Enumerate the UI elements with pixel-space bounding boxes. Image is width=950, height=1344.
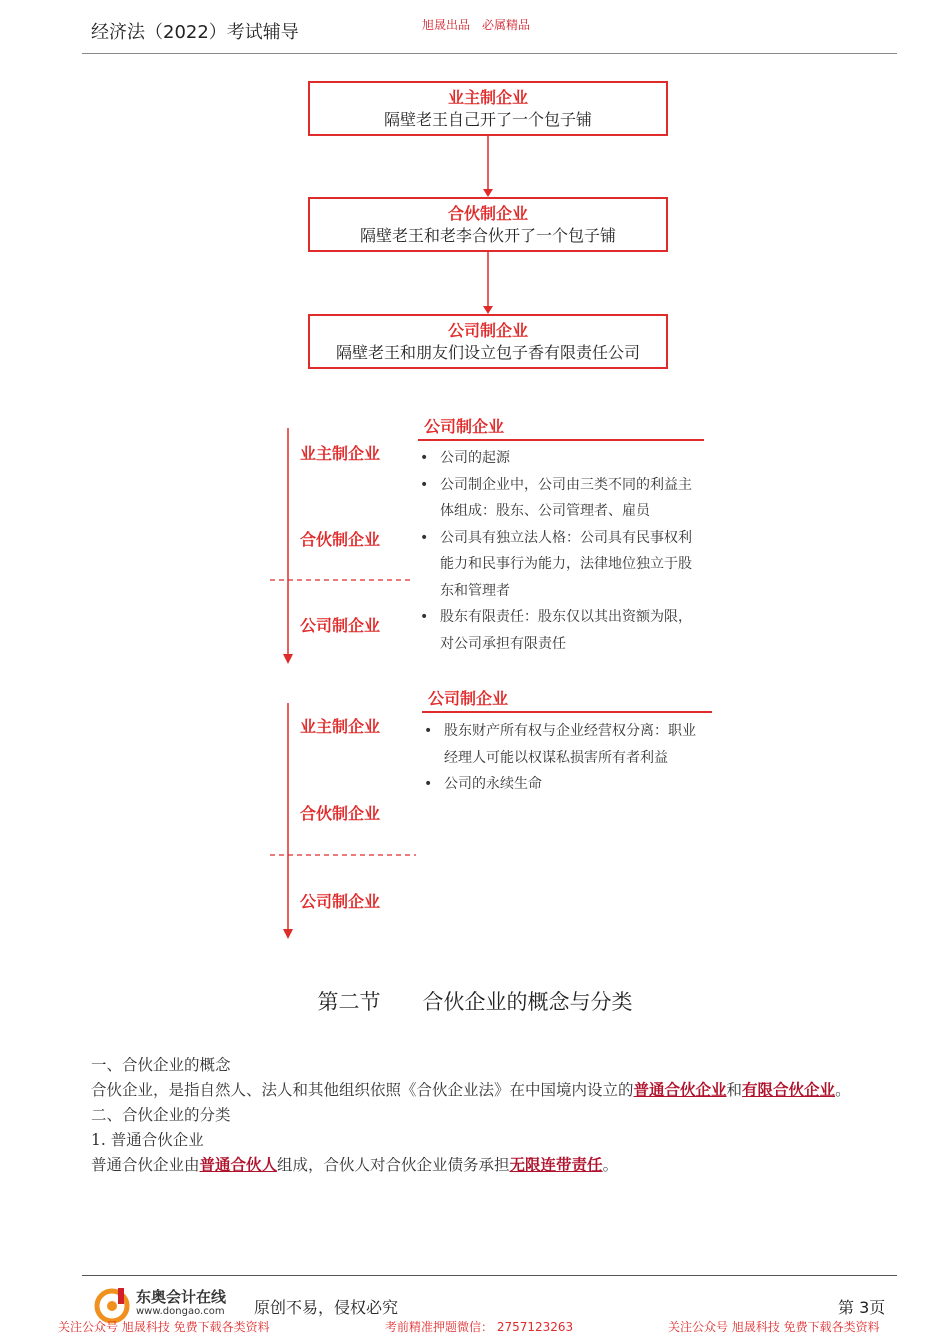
- highlight-term: 普通合伙企业: [633, 1080, 727, 1099]
- watermark-right: 关注公众号 旭晟科技 免费下载各类资料: [668, 1320, 880, 1334]
- bullet-item: • 公司的起源: [440, 445, 720, 472]
- timeline-label: 合伙制企业: [300, 804, 381, 823]
- section-title: 第二节 合伙企业的概念与分类: [317, 990, 633, 1014]
- footer-divider: [82, 1275, 897, 1276]
- timeline-label: 公司制企业: [300, 616, 381, 635]
- bullet-line: 股东有限责任：股东仅以其出资额为限，: [440, 609, 692, 625]
- bullet-line: 公司具有独立法人格：公司具有民事权利: [440, 529, 692, 546]
- bullet-item: • 公司具有独立法人格：公司具有民事权利 能力和民事行为能力，法律地位独立于股 东和管理者: [440, 525, 720, 605]
- logo-name: 东奥会计在线: [136, 1288, 227, 1306]
- bullet-item: • 公司制企业中，公司由三类不同的利益主 体组成：股东、公司管理者、雇员: [440, 472, 720, 525]
- flow-box-sole-proprietorship: [308, 81, 668, 136]
- flow-box-desc: 隔壁老王和老李合伙开了一个包子铺: [359, 226, 616, 245]
- flow-box-title: 合伙制企业: [447, 204, 528, 223]
- highlight-term: 无限连带责任: [509, 1155, 603, 1174]
- bullet-item: • 股东财产所有权与企业经营权分离：职业 经理人可能以权谋私损害所有者利益: [444, 718, 724, 771]
- bullet-line: 公司的永续生命: [444, 776, 542, 792]
- flow-arrow-head: [483, 189, 493, 197]
- logo-url: www.dongao.com: [136, 1306, 225, 1317]
- flow-box-desc: 隔壁老王和朋友们设立包子香有限责任公司: [335, 343, 640, 362]
- panel-heading: 公司制企业: [424, 417, 505, 436]
- panel-heading-underline: [422, 711, 712, 713]
- paragraph-concept: [91, 1078, 851, 1100]
- document-title: 经济法（2022）考试辅导: [91, 22, 299, 43]
- bullet-line: 公司的起源: [440, 450, 510, 466]
- bullet-list: [420, 445, 720, 657]
- text-run: 普通合伙企业由: [91, 1156, 200, 1174]
- watermark-center: 考前精准押题微信： 2757123263: [385, 1320, 574, 1334]
- flow-box-desc: 隔壁老王自己开了一个包子铺: [383, 110, 592, 129]
- flow-arrows: [478, 136, 498, 316]
- text-run: 。: [602, 1156, 619, 1174]
- bullet-line: 东和管理者: [440, 582, 510, 599]
- heading-general-partnership: 1. 普通合伙企业: [91, 1131, 204, 1149]
- bullet-line: 股东财产所有权与企业经营权分离：职业: [444, 723, 696, 739]
- flow-box-title: 公司制企业: [447, 321, 528, 340]
- highlight-term: 普通合伙人: [199, 1155, 278, 1174]
- flow-arrow-head: [483, 306, 493, 314]
- bullet-line: 公司制企业中，公司由三类不同的利益主: [440, 476, 692, 493]
- paragraph-general-partnership: [91, 1153, 618, 1175]
- bullet-line: 经理人可能以权谋私损害所有者利益: [444, 749, 668, 766]
- panel-heading: 公司制企业: [428, 689, 509, 708]
- text-run: 组成，合伙人对合伙企业债务承担: [277, 1156, 510, 1174]
- flow-box-corporation: [308, 314, 668, 369]
- watermark-left: 关注公众号 旭晟科技 免费下载各类资料: [58, 1320, 270, 1334]
- timeline-arrow-head: [283, 654, 293, 664]
- panel-heading-underline: [418, 439, 704, 441]
- text-run: 合伙企业，是指自然人、法人和其他组织依照《合伙企业法》在中国境内设立的: [91, 1081, 634, 1099]
- timeline-label: 业主制企业: [300, 444, 381, 463]
- bullet-item: • 股东有限责任：股东仅以其出资额为限， 对公司承担有限责任: [440, 604, 720, 657]
- timeline-label: 公司制企业: [300, 892, 381, 911]
- timeline-label: 业主制企业: [300, 717, 381, 736]
- bullet-line: 对公司承担有限责任: [440, 635, 566, 652]
- footer-slogan: 原创不易，侵权必究: [254, 1298, 399, 1317]
- heading-classification: 二、合伙企业的分类: [91, 1106, 231, 1124]
- flow-box-title: 业主制企业: [447, 88, 528, 107]
- highlight-term: 有限合伙企业: [742, 1080, 836, 1099]
- header-divider: [82, 53, 897, 54]
- bullet-item: • 公司的永续生命: [444, 771, 724, 798]
- bullet-list: [424, 718, 724, 798]
- heading-concept: 一、合伙企业的概念: [91, 1056, 231, 1074]
- bullet-line: 能力和民事行为能力，法律地位独立于股: [440, 556, 692, 572]
- page-number: 第 3页: [838, 1298, 886, 1317]
- brand-tagline: 旭晟出品 必属精品: [422, 18, 531, 32]
- timeline-arrow-head: [283, 929, 293, 939]
- text-run: 。: [835, 1081, 851, 1099]
- text-run: 和: [726, 1081, 743, 1099]
- timeline-label: 合伙制企业: [300, 530, 381, 549]
- bullet-line: 体组成：股东、公司管理者、雇员: [440, 503, 650, 519]
